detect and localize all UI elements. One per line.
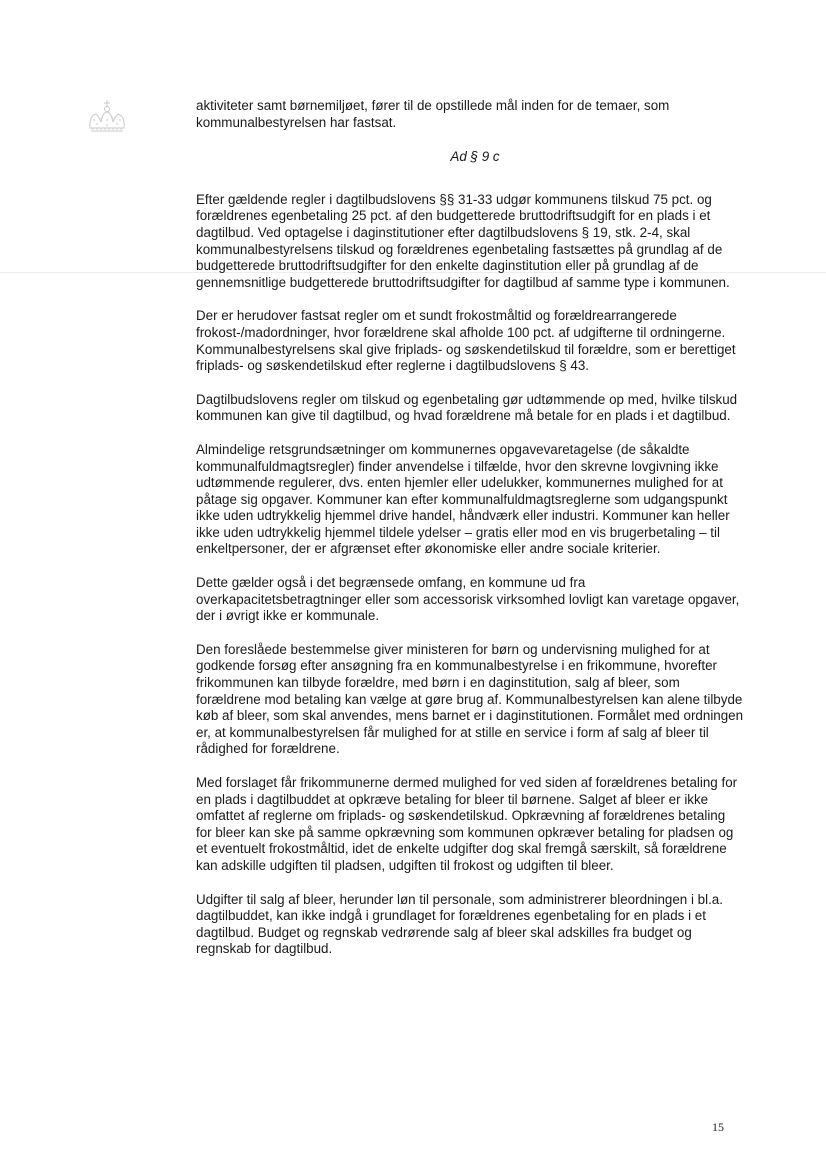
- intro-paragraph: aktiviteter samt børnemiljøet, fører til de opstillede mål inden for de temaer, som kommunalbestyrelsen har fastsat.: [196, 98, 670, 130]
- document-body: [196, 98, 744, 975]
- paragraph: Dagtilbudslovens regler om tilskud og egenbetaling gør udtømmende op med, hvilke tilskud kommunen kan give til dagtilbud, og hvad forældrene må betale for en plads i et dagtilbud.: [196, 391, 738, 424]
- paragraph: Dette gælder også i det begrænsede omfang, en kommune ud fra overkapacitetsbetragtninger eller som accessorisk virksomhed lovligt kan varetage opgaver, der i øvrigt ikke er kommunale.: [196, 575, 740, 624]
- page-number: 15: [712, 1120, 724, 1134]
- paragraph: Der er herudover fastsat regler om et sundt frokostmåltid og forældrearrangerede frokost-/madordninger, hvor forældrene skal afholde 100 pct. af udgifterne til ordningerne. Kommunalbestyrelsens skal give friplads- og søskendetilskud til forældre, som er berettiget friplads- og søskendetilskud efter reglerne i dagtilbudslovens § 43.: [196, 308, 736, 374]
- paragraph: Almindelige retsgrundsætninger om kommunernes opgavevaretagelse (de såkaldte kommunalfuldmagtsregler) finder anvendelse i tilfælde, hvor den skrevne lovgivning ikke udtømmende regulerer, dvs. enten hjemler eller udelukker, kommunernes mulighed for at påtage sig opgaver. Kommuner kan efter kommunalfuldmagtsreglerne som udgangspunkt ikke uden udtrykkelig hjemmel drive handel, håndværk eller industri. Kommuner kan heller ikke uden udtrykkelig hjemmel tildele ydelser – gratis eller mod en vis brugerbetaling – til enkeltpersoner, der er afgrænset efter økonomiske eller andre sociale kriterier.: [196, 441, 730, 557]
- section-heading: Ad § 9 c: [450, 149, 500, 165]
- paragraph: Udgifter til salg af bleer, herunder løn til personale, som administrerer bleordningen i bl.a. dagtilbuddet, kan ikke indgå i grundlaget for forældrenes egenbetaling for en plads i et dagtilbud. Budget og regnskab vedrørende salg af bleer skal adskilles fra budget og regnskab for dagtilbud.: [196, 891, 723, 957]
- paragraph: Med forslaget får frikommunerne dermed mulighed for ved siden af forældrenes betaling for en plads i dagtilbuddet at opkræve betaling for bleer til børnene. Salget af bleer er ikke omfattet af reglerne om friplads- og søskendetilskud. Opkrævning af forældrenes betaling for bleer kan ske på samme opkrævning som kommunen opkræver betaling for pladsen og et eventuelt frokostmåltid, idet de enkelte udgifter dog skal fremgå særskilt, så forældrene kan adskille udgiften til pladsen, udgiften til frokost og udgiften til bleer.: [196, 775, 738, 873]
- crown-logo-icon: [84, 98, 130, 134]
- paragraph: Den foreslåede bestemmelse giver ministeren for børn og undervisning mulighed for at godkende forsøg efter ansøgning fra en kommunalbestyrelse i en frikommune, hvorefter frikommunen kan tilbyde forældre, med børn i en daginstitution, salg af bleer, som forældrene mod betaling kan vælge at gøre brug af. Kommunalbestyrelsen kan alene tilbyde køb af bleer, som skal anvendes, mens barnet er i daginstitutionen. Formålet med ordningen er, at kommunalbestyrelsen får mulighed for at stille en service i form af salg af bleer til rådighed for forældrene.: [196, 641, 744, 757]
- paragraph: Efter gældende regler i dagtilbudslovens §§ 31-33 udgør kommunens tilskud 75 pct. og forældrenes egenbetaling 25 pct. af den budgetterede bruttodriftsudgift for en plads i et dagtilbud. Ved optagelse i daginstitutioner efter dagtilbudslovens § 19, stk. 2-4, skal kommunalbestyrelsens tilskud og forældrenes egenbetaling fastsættes på grundlag af de budgetterede bruttodriftsudgifter for den enkelte daginstitution eller på grundlag af de gennemsnitlige budgetterede bruttodriftsudgifter for dagtilbud af samme type i kommunen.: [196, 191, 730, 290]
